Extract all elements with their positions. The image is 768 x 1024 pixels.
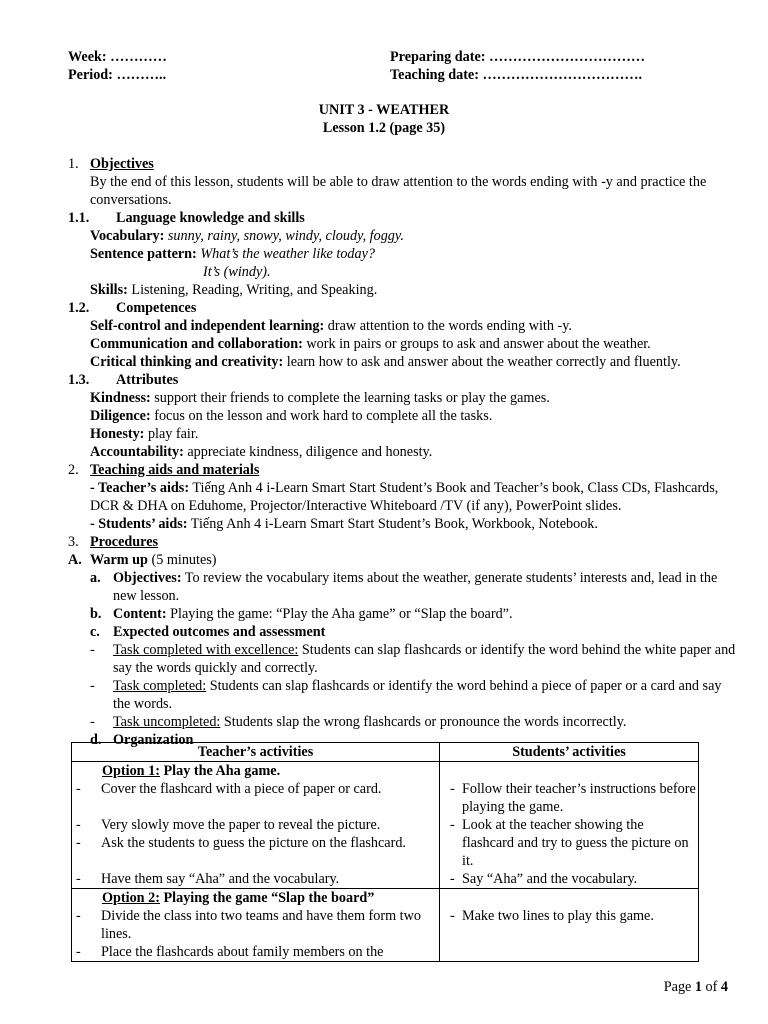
- competence-item: Communication and collaboration: work in pairs or groups to ask and answer about the weather.: [90, 336, 651, 352]
- skills-line: Skills: Listening, Reading, Writing, and Speaking.: [90, 282, 378, 298]
- competences-heading: 1.2. Competences: [68, 300, 197, 316]
- lesson-title: [0, 101, 768, 137]
- warm-up-heading: A. Warm up (5 minutes): [68, 552, 217, 568]
- option2-teacher-cell: [72, 889, 440, 962]
- list-item: - Ask the students to guess the picture on the flashcard.: [76, 835, 406, 851]
- teacher-activities-header: Teacher’s activities: [72, 743, 440, 762]
- list-item: - Divide the class into two teams and have them form two lines.: [76, 908, 421, 942]
- competence-item: Self-control and independent learning: draw attention to the words ending with -y.: [90, 318, 572, 334]
- table-header-row: [72, 743, 699, 762]
- language-knowledge-heading: 1.1. Language knowledge and skills: [68, 210, 305, 226]
- teacher-aids: - Teacher’s aids: Tiếng Anh 4 i-Learn Smart Start Student’s Book and Teacher’s book, Class CDs, Flashcards, DCR & DHA on Eduhome, Projector/Interactive Whiteboard /TV (if any), PowerPoint slides.: [90, 480, 719, 514]
- sentence-pattern-answer: It’s (windy).: [203, 264, 271, 280]
- list-item: - Place the flashcards about family members on the: [76, 944, 384, 960]
- list-item: - Say “Aha” and the vocabulary.: [450, 871, 638, 887]
- period-field: Period: ………..: [68, 67, 167, 83]
- option1-students-cell: [440, 762, 699, 889]
- lesson-header: [68, 48, 728, 84]
- list-item: - Have them say “Aha” and the vocabulary.: [76, 871, 340, 887]
- list-item: - Make two lines to play this game.: [450, 908, 654, 924]
- attribute-item: Accountability: appreciate kindness, diligence and honesty.: [90, 444, 433, 460]
- list-item: - Very slowly move the paper to reveal the picture.: [76, 817, 381, 833]
- list-item: - Follow their teacher’s instructions before playing the game.: [450, 781, 696, 815]
- option2-students-cell: [440, 889, 699, 962]
- teaching-aids-heading: 2. Teaching aids and materials: [68, 462, 260, 478]
- preparing-date-field: Preparing date: ……………………………: [390, 49, 646, 65]
- list-item: - Look at the teacher showing the flashcard and try to guess the picture on it.: [450, 817, 689, 869]
- vocabulary-line: Vocabulary: sunny, rainy, snowy, windy, cloudy, foggy.: [90, 228, 404, 244]
- list-item: - Cover the flashcard with a piece of paper or card.: [76, 781, 382, 797]
- page-number: Page 1 of 4: [663, 979, 728, 995]
- table-row: [72, 889, 699, 962]
- procedures-heading: 3. Procedures: [68, 534, 159, 550]
- outcome-item: - Task completed: Students can slap flashcards or identify the word behind a piece of paper or a card and say the words.: [90, 678, 722, 712]
- student-aids: - Students’ aids: Tiếng Anh 4 i-Learn Smart Start Student’s Book, Workbook, Notebook.: [90, 516, 598, 532]
- organization-heading: d. Organization: [90, 732, 194, 748]
- table-row: [72, 762, 699, 889]
- unit-title: UNIT 3 - WEATHER: [318, 102, 450, 118]
- competence-item: Critical thinking and creativity: learn how to ask and answer about the weather correctly and fluently.: [90, 354, 681, 370]
- week-field: Week: …………: [68, 49, 167, 65]
- option2-title: Option 2: Playing the game “Slap the board”: [102, 890, 375, 906]
- attributes-heading: 1.3. Attributes: [68, 372, 179, 388]
- attribute-item: Honesty: play fair.: [90, 426, 199, 442]
- sentence-pattern-line: Sentence pattern: What’s the weather like today?: [90, 246, 376, 262]
- option1-teacher-cell: [72, 762, 440, 889]
- expected-outcomes-heading: c. Expected outcomes and assessment: [90, 624, 326, 640]
- warm-up-objectives: a. Objectives: To review the vocabulary items about the weather, generate students’ interests and, lead in the new lesson.: [90, 570, 718, 604]
- outcome-item: - Task completed with excellence: Students can slap flashcards or identify the word behind the white paper and say the words quickly and correctly.: [90, 642, 736, 676]
- students-activities-header: Students’ activities: [440, 743, 699, 762]
- attribute-item: Diligence: focus on the lesson and work hard to complete all the tasks.: [90, 408, 493, 424]
- objectives-heading: 1. Objectives: [68, 156, 154, 172]
- teaching-date-field: Teaching date: …………………………….: [390, 67, 643, 83]
- warm-up-content: b. Content: Playing the game: “Play the Aha game” or “Slap the board”.: [90, 606, 513, 622]
- lesson-subtitle: Lesson 1.2 (page 35): [322, 120, 446, 136]
- attribute-item: Kindness: support their friends to complete the learning tasks or play the games.: [90, 390, 550, 406]
- lesson-body: [68, 155, 738, 749]
- option1-title: Option 1: Play the Aha game.: [102, 763, 281, 779]
- outcome-item: - Task uncompleted: Students slap the wrong flashcards or pronounce the words incorrectly.: [90, 714, 627, 730]
- objectives-intro: By the end of this lesson, students will be able to draw attention to the words ending with -y and practice the conversations.: [90, 174, 707, 208]
- organization-table: [71, 742, 699, 962]
